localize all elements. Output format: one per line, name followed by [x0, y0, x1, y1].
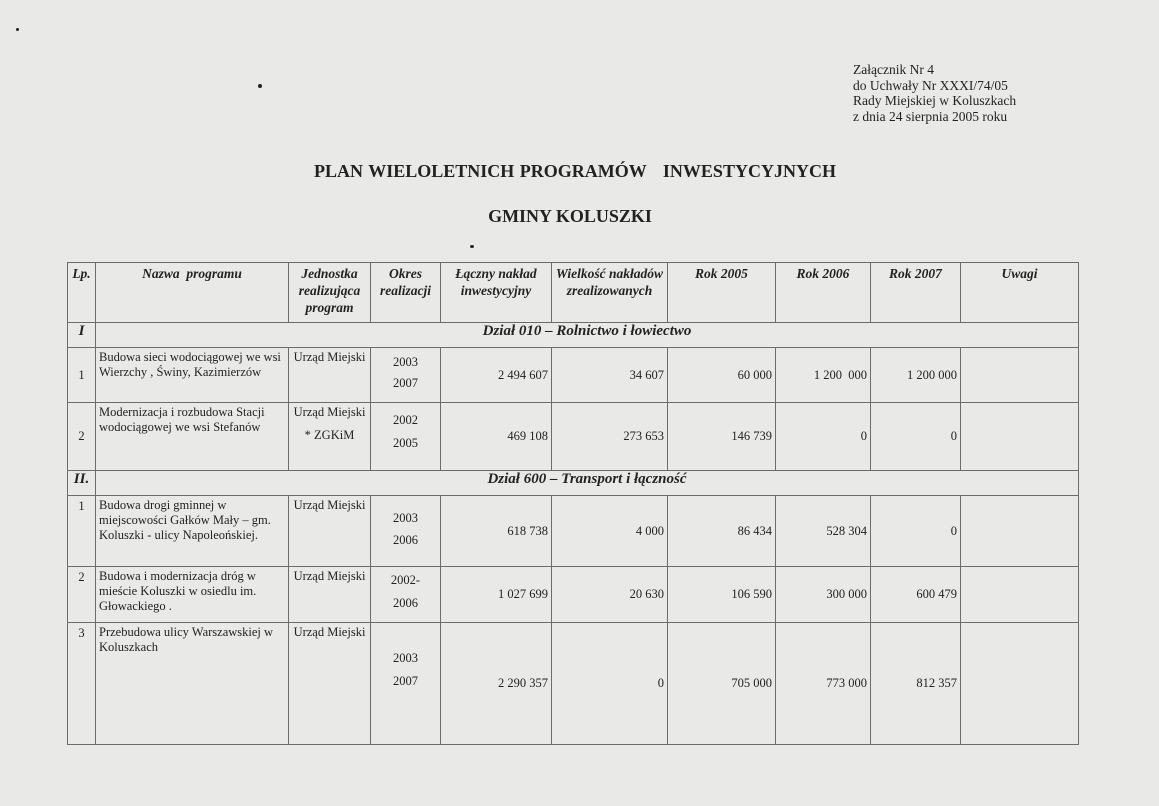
scan-speck — [16, 28, 19, 31]
cell-2007: 0 — [871, 496, 961, 567]
section-row — [68, 471, 1079, 496]
period-start: 2002- — [390, 573, 421, 587]
cell-2007: 0 — [871, 403, 961, 471]
period-start: 2003 — [393, 651, 418, 665]
header-unit: Jednostka realizująca program — [289, 263, 371, 323]
unit-note: * ZGKiM — [304, 428, 355, 442]
annex-line: Rady Miejskiej w Koluszkach — [853, 93, 1017, 108]
table-row — [68, 348, 1079, 403]
cell-unit — [289, 567, 371, 623]
cell-2005: 60 000 — [668, 348, 776, 403]
scan-speck — [470, 245, 474, 248]
annex-line: Załącznik Nr 4 — [853, 62, 934, 77]
cell-total: 2 494 607 — [441, 348, 552, 403]
unit-name: Urząd Miejski — [293, 350, 366, 364]
section-title: Dział 010 – Rolnictwo i łowiectwo — [96, 323, 1079, 348]
header-realized: Wielkość nakładów zrealizowanych — [552, 263, 668, 323]
cell-unit — [289, 623, 371, 745]
header-2007: Rok 2007 — [871, 263, 961, 323]
cell-total: 618 738 — [441, 496, 552, 567]
document-title: PLAN WIELOLETNICH PROGRAMÓW INWESTYCYJNYCH — [314, 161, 836, 181]
cell-lp: 1 — [68, 348, 96, 403]
table-row — [68, 623, 1079, 745]
period-start: 2003 — [393, 511, 418, 525]
cell-2006: 0 — [776, 403, 871, 471]
unit-name: Urząd Miejski — [293, 569, 366, 583]
cell-period — [371, 403, 441, 471]
section-number: I — [68, 323, 96, 348]
cell-realized: 20 630 — [552, 567, 668, 623]
table-row — [68, 496, 1079, 567]
period-end: 2007 — [393, 674, 418, 688]
table-row — [68, 403, 1079, 471]
annex-line: z dnia 24 sierpnia 2005 roku — [853, 108, 1008, 124]
cell-realized: 273 653 — [552, 403, 668, 471]
cell-2006: 1 200 000 — [776, 348, 871, 403]
cell-notes — [961, 348, 1079, 403]
section-row — [68, 323, 1079, 348]
cell-2007: 1 200 000 — [871, 348, 961, 403]
cell-lp: 2 — [68, 567, 96, 623]
cell-total: 1 027 699 — [441, 567, 552, 623]
header-2006: Rok 2006 — [776, 263, 871, 323]
period-start: 2002 — [393, 413, 418, 427]
cell-total: 469 108 — [441, 403, 552, 471]
section-title: Dział 600 – Transport i łączność — [96, 471, 1079, 496]
header-notes: Uwagi — [961, 263, 1079, 323]
cell-lp: 1 — [68, 496, 96, 567]
cell-2006: 300 000 — [776, 567, 871, 623]
header-lp: Lp. — [68, 263, 96, 323]
period-start: 2003 — [393, 355, 418, 369]
cell-lp: 2 — [68, 403, 96, 471]
annex-reference — [853, 62, 1016, 124]
cell-period — [371, 623, 441, 745]
period-end: 2005 — [393, 436, 418, 450]
annex-line: do Uchwały Nr XXXI/74/05 — [853, 77, 1008, 93]
cell-2005: 106 590 — [668, 567, 776, 623]
unit-name: Urząd Miejski — [293, 498, 366, 512]
cell-realized: 34 607 — [552, 348, 668, 403]
cell-notes — [961, 623, 1079, 745]
cell-lp: 3 — [68, 623, 96, 745]
cell-period — [371, 496, 441, 567]
cell-program-name: Budowa sieci wodociągowej we wsi Wierzchy , Świny, Kazimierzów — [96, 348, 289, 403]
table-row — [68, 567, 1079, 623]
header-program-name: Nazwa programu — [96, 263, 289, 323]
investment-plan-table — [67, 262, 1079, 745]
period-end: 2007 — [393, 376, 418, 390]
unit-name: Urząd Miejski — [293, 625, 366, 639]
cell-notes — [961, 403, 1079, 471]
cell-period — [371, 567, 441, 623]
cell-unit — [289, 348, 371, 403]
header-period: Okres realizacji — [371, 263, 441, 323]
scan-speck — [258, 84, 262, 88]
cell-realized: 4 000 — [552, 496, 668, 567]
period-end: 2006 — [393, 533, 418, 547]
cell-program-name: Przebudowa ulicy Warszawskiej w Koluszkach — [96, 623, 289, 745]
section-number: II. — [68, 471, 96, 496]
cell-2005: 146 739 — [668, 403, 776, 471]
cell-2005: 86 434 — [668, 496, 776, 567]
document-subtitle: GMINY KOLUSZKI — [488, 206, 652, 226]
cell-total: 2 290 357 — [441, 623, 552, 745]
unit-name: Urząd Miejski — [293, 405, 366, 419]
cell-2006: 773 000 — [776, 623, 871, 745]
cell-program-name: Modernizacja i rozbudowa Stacji wodociągowej we wsi Stefanów — [96, 403, 289, 471]
header-total: Łączny nakład inwestycyjny — [441, 263, 552, 323]
cell-notes — [961, 496, 1079, 567]
cell-program-name: Budowa drogi gminnej w miejscowości Gałków Mały – gm. Koluszki - ulicy Napoleońskiej. — [96, 496, 289, 567]
cell-2007: 812 357 — [871, 623, 961, 745]
table-header-row — [68, 263, 1079, 323]
cell-program-name: Budowa i modernizacja dróg w mieście Koluszki w osiedlu im. Głowackiego . — [96, 567, 289, 623]
cell-realized: 0 — [552, 623, 668, 745]
cell-unit — [289, 403, 371, 471]
header-2005: Rok 2005 — [668, 263, 776, 323]
cell-2005: 705 000 — [668, 623, 776, 745]
cell-notes — [961, 567, 1079, 623]
cell-unit — [289, 496, 371, 567]
cell-2006: 528 304 — [776, 496, 871, 567]
cell-2007: 600 479 — [871, 567, 961, 623]
cell-period — [371, 348, 441, 403]
period-end: 2006 — [393, 596, 418, 610]
